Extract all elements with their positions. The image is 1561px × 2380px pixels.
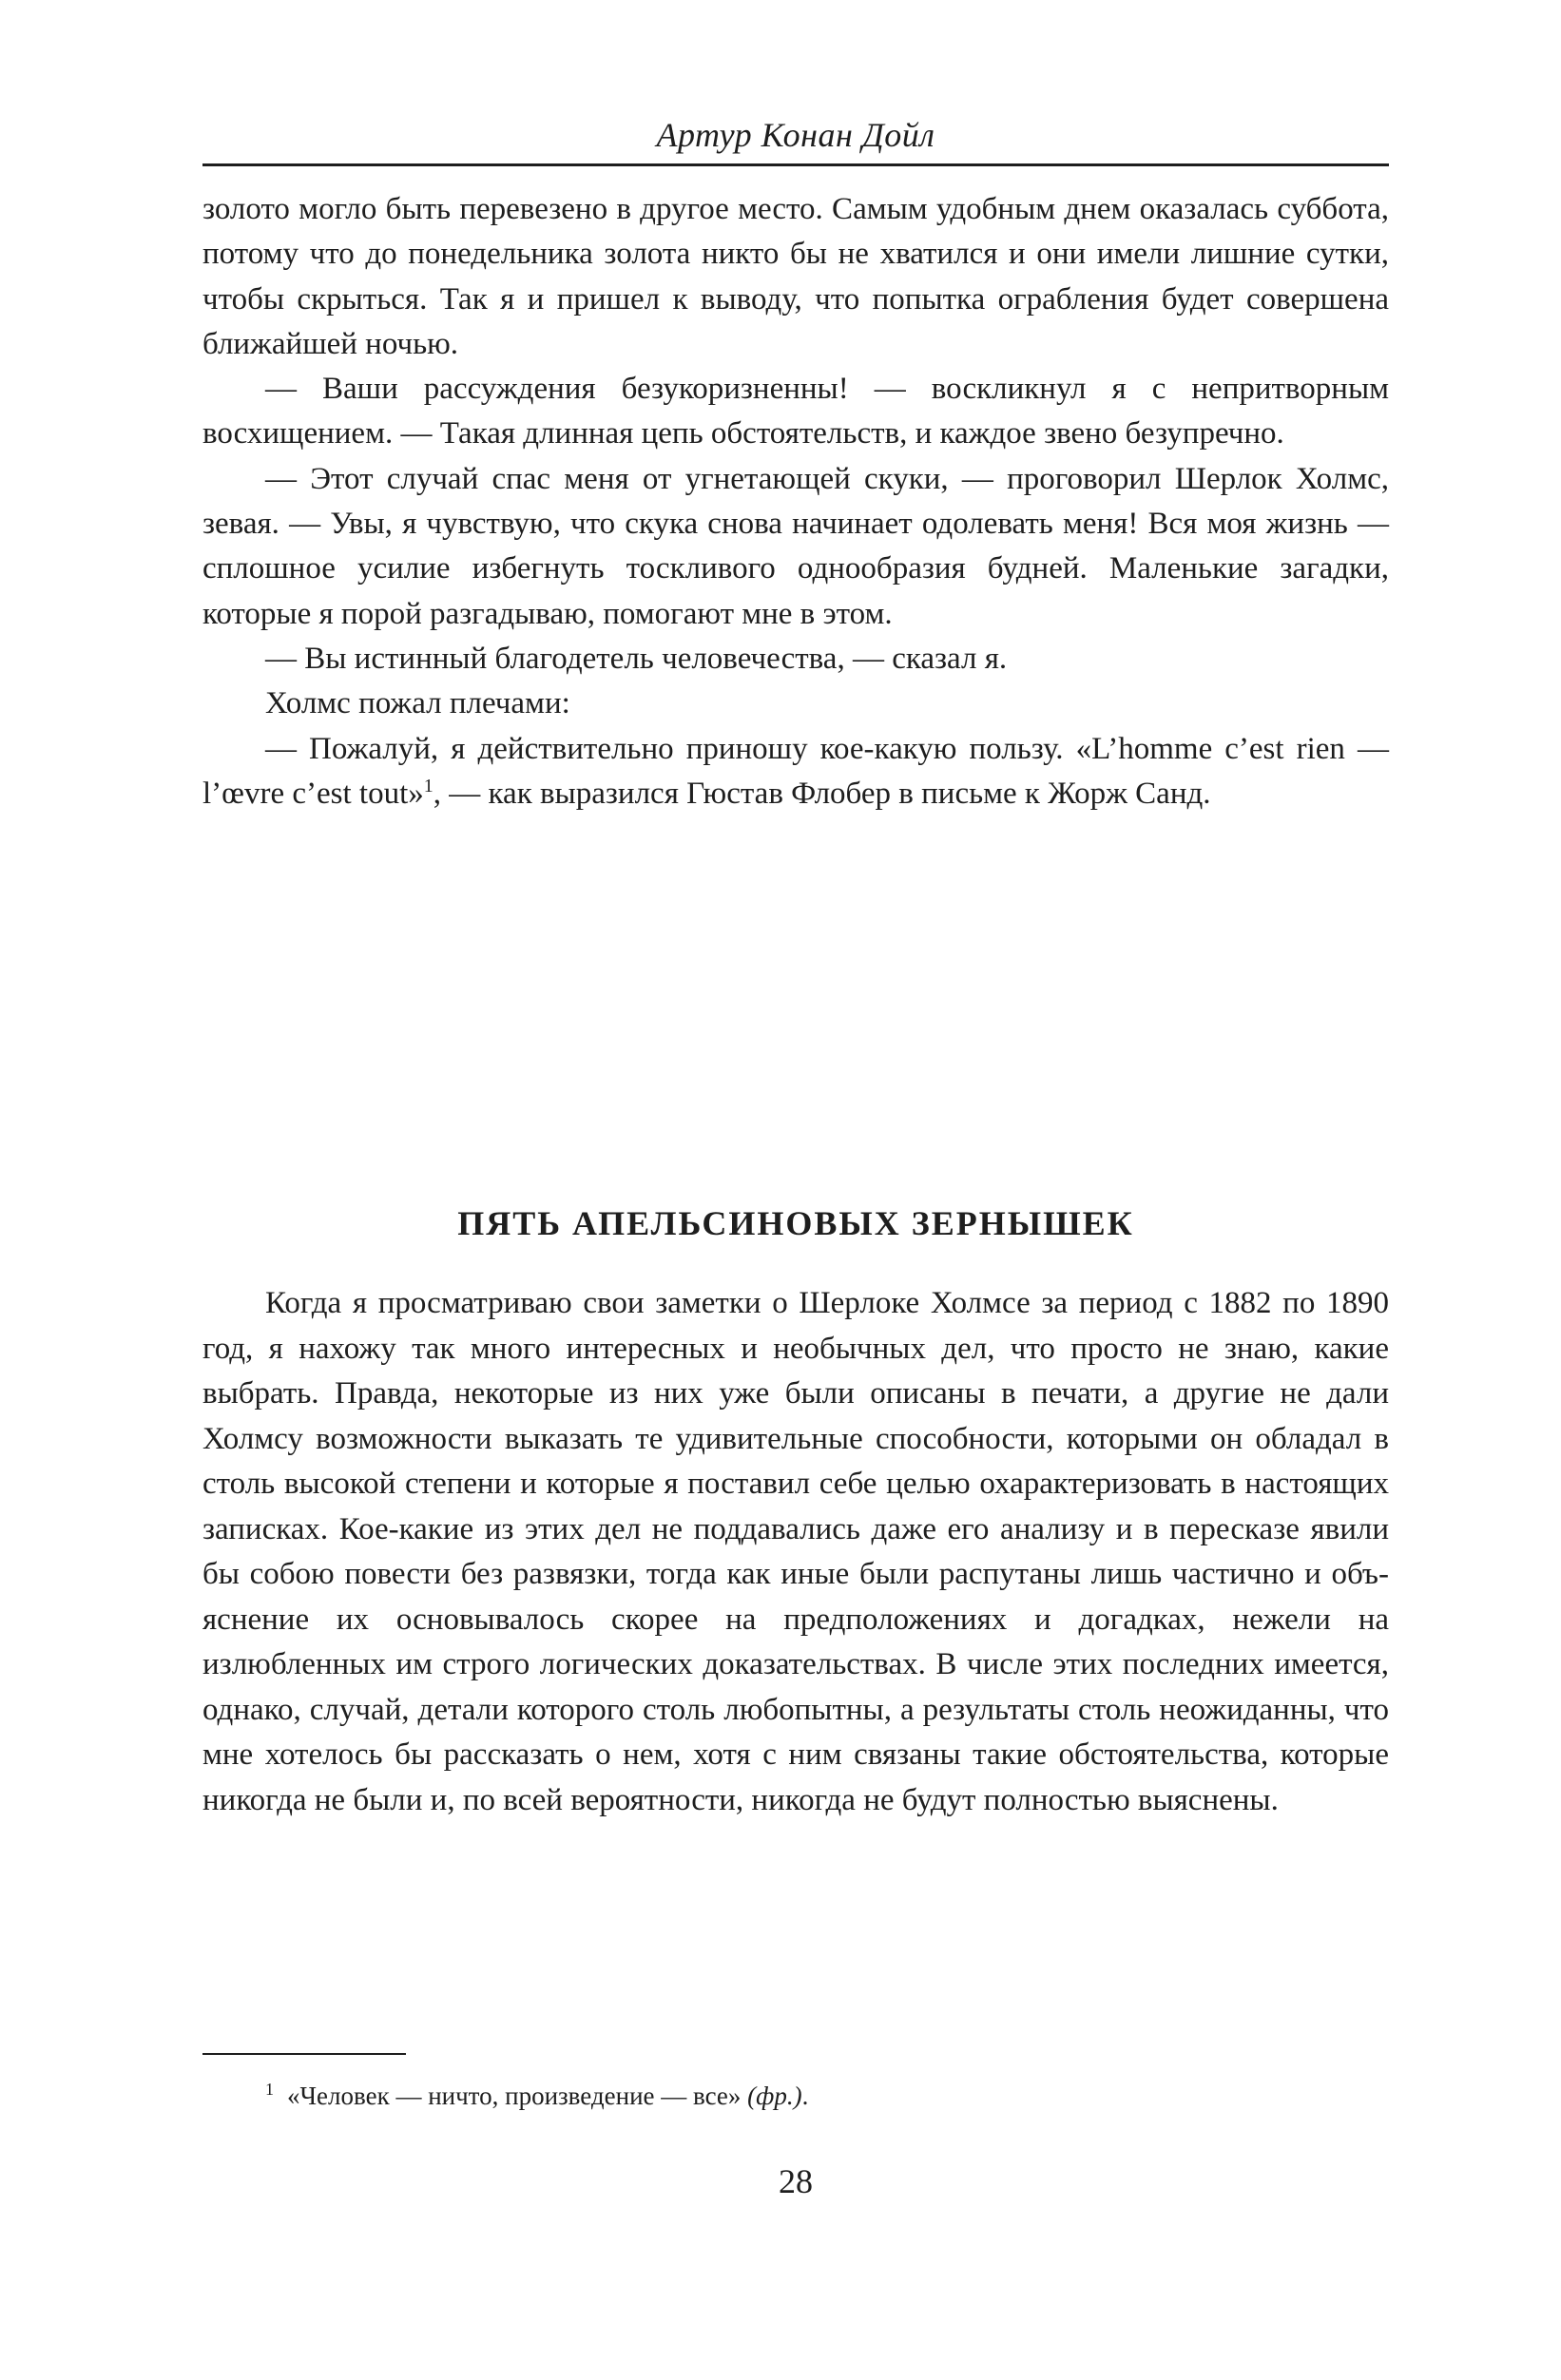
running-head-author: Артур Конан Дойл (656, 116, 935, 154)
page-number: 28 (779, 2162, 813, 2200)
story-opening-paragraph: Когда я просматриваю свои заметки о Шерлоке Холмсе за период с 1882 по 1890 год, я нахожу так много интересных и необычных дел, что просто не знаю, какие выбрать. Правда, некоторые из них уже были описаны в печати, а другие не дали Холмсу возможности выказать те удивительные способности, которыми он обладал в столь высокой степени и которые я поставил себе целью охарактеризовать в настоящих записках. Кое-какие из этих дел не поддавались даже его анализу и в пересказе явили бы собою повести без развязки, тогда как иные были распутаны лишь частично и объяснение их основывалось скорее на предположениях и догадках, нежели на излюбленных им строго логических доказательствах. В числе этих последних имеется, однако, случай, детали которого столь любопытны, а результаты столь неожиданны, что мне хотелось бы рассказать о нем, хотя с ним связаны такие обстоятельства, которые никогда не были и, по всей вероятности, никогда не будут полностью выяснены. (202, 1286, 1389, 1817)
dialogue-text: — Пожалуй, я действительно приношу кое-какую пользу. (265, 731, 1064, 766)
footnote-text: «Человек — ничто, произведение — все» (287, 2082, 748, 2110)
french-quote: «L’homme c’est rien — l’œvre c’est tout» (202, 731, 1389, 811)
story-text-section (202, 1281, 1389, 1823)
paragraph-dialogue: — Этот случай спас меня от угнетающей скуки, — проговорил Шерлок Холмс, зевая. — Увы, я чувствую, что скука снова начинает одолевать меня! Вся моя жизнь — сплошное усилие избегнуть тоскливого однообразия будней. Маленькие загадки, которые я порой разгадываю, помогают мне в этом. (202, 461, 1389, 631)
header-rule (202, 163, 1389, 166)
book-page (202, 0, 1389, 2380)
footnote-end: . (801, 2082, 809, 2110)
paragraph-continuation: золото могло быть перевезено в другое место. Самым удобным днем оказалась суббота, потому что до понедельника золота никто бы не хватился и они имели лишние сутки, чтобы скрыться. Так я и пришел к выводу, что попытка ограбления будет совершена ближайшей ночью. (202, 192, 1389, 361)
quote-attribution: , — как выразился Гюстав Флобер в письме к Жорж Санд. (433, 776, 1211, 811)
top-text-section (202, 187, 1389, 816)
paragraph-narration: Холмс пожал плечами: (265, 686, 570, 721)
story-title: ПЯТЬ АПЕЛЬСИНОВЫХ ЗЕРНЫШЕК (457, 1204, 1134, 1242)
footnote-language: (фр.) (747, 2082, 802, 2110)
footnote-rule (202, 2053, 406, 2055)
paragraph-dialogue (202, 727, 1389, 817)
paragraph-dialogue: — Вы истинный благодетель человечества, — сказал я. (265, 641, 1008, 676)
footnote (265, 2077, 1387, 2115)
footnote-mark: 1 (265, 2080, 274, 2099)
footnote-reference[interactable]: 1 (423, 775, 434, 797)
paragraph-dialogue: — Ваши рассуждения безукоризненны! — воскликнул я с непритворным восхищением. — Такая длинная цепь обстоятельств, и каждое звено безупречно. (202, 372, 1389, 451)
